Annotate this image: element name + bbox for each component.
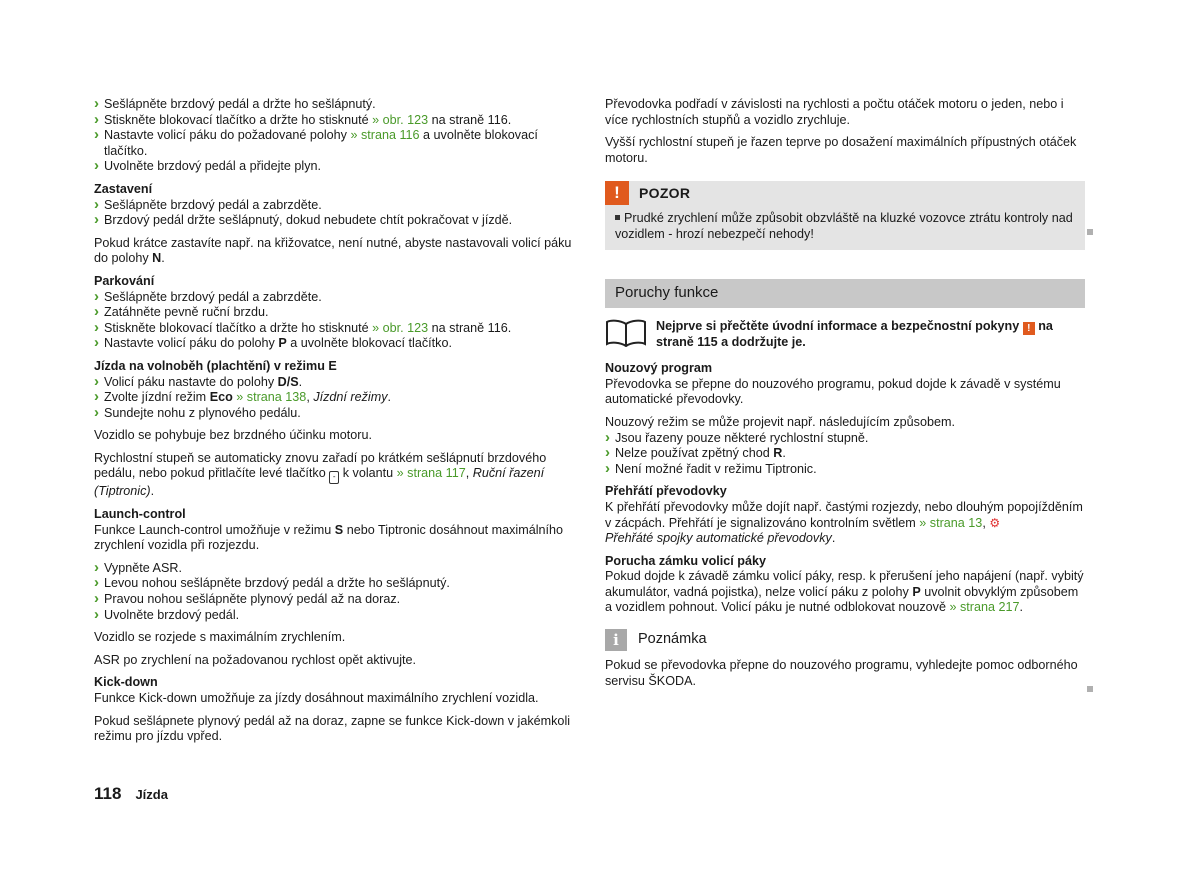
open-book-icon [605, 319, 647, 347]
step-text: Jsou řazeny pouze některé rychlostní stupně. [615, 430, 869, 445]
list-item [94, 97, 574, 113]
step-text: Nelze používat zpětný chod [615, 446, 774, 461]
section-heading: Parkování [94, 273, 155, 288]
launch-control-section [94, 507, 574, 554]
right-column [605, 97, 1085, 689]
page-link[interactable]: » strana 117 [396, 466, 466, 481]
kick-down-section [94, 675, 574, 706]
step-text: Vypněte ASR. [104, 560, 182, 575]
warning-icon: ! [605, 181, 629, 205]
list-item [94, 592, 574, 608]
step-text: Není možné řadit v režimu Tiptronic. [615, 461, 817, 476]
gear-position: D/S [277, 374, 299, 389]
text: , [465, 466, 473, 481]
step-text: Stiskněte blokovací tlačítko a držte ho stisknuté [104, 320, 373, 335]
intro-text [656, 319, 1085, 351]
step-text: . [298, 374, 303, 389]
paragraph: Nouzový režim se může projevit např. následujícím způsobem. [605, 414, 955, 429]
step-text: Zatáhněte pevně ruční brzdu. [104, 305, 269, 320]
list-item [94, 159, 574, 175]
list-item [94, 608, 574, 624]
step-text: Zvolte jízdní režim [104, 390, 210, 405]
step-text: na straně 116. [428, 320, 512, 335]
step-text: . [387, 390, 391, 405]
page-link[interactable]: » strana 116 [350, 128, 420, 143]
chapter-title: Jízdní režimy [313, 390, 388, 405]
step-text: Pravou nohou sešlápněte plynový pedál až na doraz. [104, 592, 401, 607]
gear-position: N [152, 251, 162, 266]
list-item [94, 290, 574, 306]
text: , [982, 515, 990, 530]
paragraph: Převodovka podřadí v závislosti na rychlosti a počtu otáček motoru o jeden, nebo i více rychlostních stupňů a vozidlo zrychluje. [605, 97, 1064, 127]
step-text: Sešlápněte brzdový pedál a zabrzděte. [104, 197, 322, 212]
list-item [605, 446, 1085, 462]
text: Rychlostní stupeň se automaticky znovu zařadí po krátkém sešlápnutí brzdového pedálu, nebo pokud přitlačíte levé tlačítko [94, 450, 547, 481]
list-item [605, 462, 1085, 478]
step-text: Sundejte nohu z plynového pedálu. [104, 405, 301, 420]
selector-lock-section [605, 554, 1085, 616]
step-text: , [306, 390, 314, 405]
text: na straně 115 a dodržujte je. [656, 318, 1053, 349]
paragraph [94, 236, 574, 267]
list-item [94, 390, 574, 406]
list-item [94, 576, 574, 592]
step-text: a uvolněte blokovací tlačítko. [104, 128, 538, 158]
step-text: Stiskněte blokovací tlačítko a držte ho stisknuté [104, 112, 373, 127]
section-title: Poruchy funkce [605, 279, 1085, 308]
list-item [94, 336, 574, 352]
step-text: a uvolněte blokovací tlačítko. [286, 336, 452, 351]
gear-position: P [278, 336, 287, 351]
mode-name: S [334, 522, 344, 537]
step-text: Uvolněte brzdový pedál. [104, 607, 240, 622]
shift-steps [94, 97, 574, 175]
coasting-section [94, 359, 574, 421]
step-text: Nastavte volicí páku do požadované polohy [104, 128, 351, 143]
mode-name: Eco [209, 390, 233, 405]
list-item [94, 128, 574, 159]
gear-position: P [912, 584, 921, 599]
paragraph [605, 500, 1085, 547]
paragraph: Funkce Kick-down umožňuje za jízdy dosáhnout maximálního zrychlení vozidla. [94, 691, 539, 705]
list-item [94, 113, 574, 129]
launch-steps [94, 561, 574, 623]
list-item [94, 406, 574, 422]
step-text: Levou nohou sešlápněte brzdový pedál a držte ho sešlápnutý. [104, 576, 450, 591]
page-number: 118 [94, 784, 122, 803]
step-text: Sešlápněte brzdový pedál a zabrzděte. [104, 289, 322, 304]
note-text: Pokud se převodovka přepne do nouzového programu, vyhledejte pomoc odborného servisu ŠKODA. [605, 658, 1078, 688]
list-item [94, 561, 574, 577]
text: Pokud dojde k závadě zámku volicí páky, resp. k přerušení jeho napájení (např. vybitý akumulátor, vadná pojistka), nelze volicí páku z polohy [605, 569, 1084, 599]
step-text: Brzdový pedál držte sešlápnutý, dokud nebudete chtít pokračovat v jízdě. [104, 213, 513, 228]
parking-section [94, 274, 574, 352]
warning-body [605, 205, 1085, 249]
section-heading: Porucha zámku volicí páky [605, 553, 766, 568]
page-link[interactable]: » strana 138 [232, 390, 307, 405]
warning-exclamation-icon: ! [1023, 322, 1035, 335]
step-text: Volicí páku nastavte do polohy [104, 374, 278, 389]
chapter-title: Ruční řazení (Tiptronic) [94, 466, 545, 499]
section-heading: Kick-down [94, 675, 158, 690]
paragraph: Převodovka se přepne do nouzového programu, pokud dojde k závadě v systému automatické převodovky. [605, 376, 1061, 407]
text: . [150, 484, 155, 499]
step-text: Nastavte volicí páku do polohy [104, 336, 279, 351]
list-item [94, 321, 574, 337]
paragraph: ASR po zrychlení na požadovanou rychlost opět aktivujte. [94, 652, 417, 667]
step-text: na straně 116. [428, 112, 512, 127]
text: . [161, 251, 165, 266]
text: Nejprve si přečtěte úvodní informace a bezpečnostní pokyny [656, 318, 1023, 333]
figure-link[interactable]: » obr. 123 [372, 320, 429, 335]
chapter-title: Přehřáté spojky automatické převodovky [605, 531, 832, 546]
paddle-minus-icon: - [329, 471, 339, 484]
overheating-section [605, 484, 1085, 546]
page-link[interactable]: » strana 13 [919, 515, 983, 530]
paragraph: Pokud sešlápnete plynový pedál až na doraz, zapne se funkce Kick-down v jakémkoli režimu pro jízdu vpřed. [94, 713, 571, 744]
list-item [94, 375, 574, 391]
step-text: Sešlápněte brzdový pedál a držte ho sešlápnutý. [104, 97, 376, 111]
page-footer [94, 786, 168, 803]
paragraph [94, 523, 574, 554]
text: k volantu [339, 466, 397, 481]
paragraph: Vozidlo se rozjede s maximálním zrychlením. [94, 630, 346, 645]
text: nebo Tiptronic dosáhnout maximálního zrychlení vozidla při rozjezdu. [94, 522, 564, 553]
text: . [1019, 600, 1023, 615]
end-marker-icon [1087, 686, 1093, 692]
paragraph: Vyšší rychlostní stupeň je řazen teprve po dosažení maximálních přípustných otáček motoru. [605, 135, 1077, 165]
section-heading: Launch-control [94, 507, 186, 522]
text: . [831, 531, 836, 546]
emergency-symptoms [605, 415, 1085, 477]
footer-section-name: Jízda [135, 787, 168, 802]
list-item [605, 431, 1085, 447]
text: uvolnit obvyklým způsobem a vozidlem pohnout. Volicí páku je nutné odblokovat nouzově [605, 584, 1079, 615]
warning-title: POZOR [639, 184, 691, 201]
paragraph: Vozidlo se pohybuje bez brzdného účinku motoru. [94, 428, 372, 443]
note-header [605, 629, 1085, 651]
note-title: Poznámka [638, 631, 707, 648]
end-marker-icon [1087, 229, 1093, 235]
info-icon: i [605, 629, 627, 651]
step-text: . [782, 446, 786, 461]
emergency-program-section [605, 361, 1085, 408]
list-item [94, 213, 574, 229]
page-link[interactable]: » strana 217 [949, 600, 1020, 615]
intro-notice [605, 319, 1085, 351]
left-column [94, 97, 574, 752]
gearbox-warning-icon: ⚙ [989, 515, 1001, 530]
figure-link[interactable]: » obr. 123 [372, 112, 429, 127]
section-heading: Jízda na volnoběh (plachtění) v režimu E [94, 358, 337, 373]
warning-header [605, 181, 1085, 205]
section-heading: Zastavení [94, 181, 153, 196]
paragraph [94, 451, 574, 500]
step-text: Uvolněte brzdový pedál a přidejte plyn. [104, 159, 322, 174]
text: Funkce Launch-control umožňuje v režimu [94, 522, 335, 537]
bullet-square-icon [615, 215, 620, 220]
warning-text: Prudké zrychlení může způsobit obzvláště na kluzké vozovce ztrátu kontroly nad vozidlem - hrozí nebezpečí nehody! [615, 211, 1073, 241]
stop-section [94, 182, 574, 229]
gear-position: R [773, 446, 783, 461]
paragraph [605, 569, 1085, 616]
section-heading: Nouzový program [605, 361, 713, 376]
section-heading: Přehřátí převodovky [605, 484, 727, 499]
text: K přehřátí převodovky může dojít např. častými rozjezdy, nebo dlouhým popojížděním v zácpách. Přehřátí je signalizováno kontrolním světlem [605, 499, 1083, 530]
note-box [605, 629, 1085, 689]
list-item [94, 198, 574, 214]
list-item [94, 305, 574, 321]
warning-box [605, 181, 1085, 249]
text: Pokud krátce zastavíte např. na křižovatce, není nutné, abyste nastavovali volicí páku do polohy [94, 235, 572, 266]
